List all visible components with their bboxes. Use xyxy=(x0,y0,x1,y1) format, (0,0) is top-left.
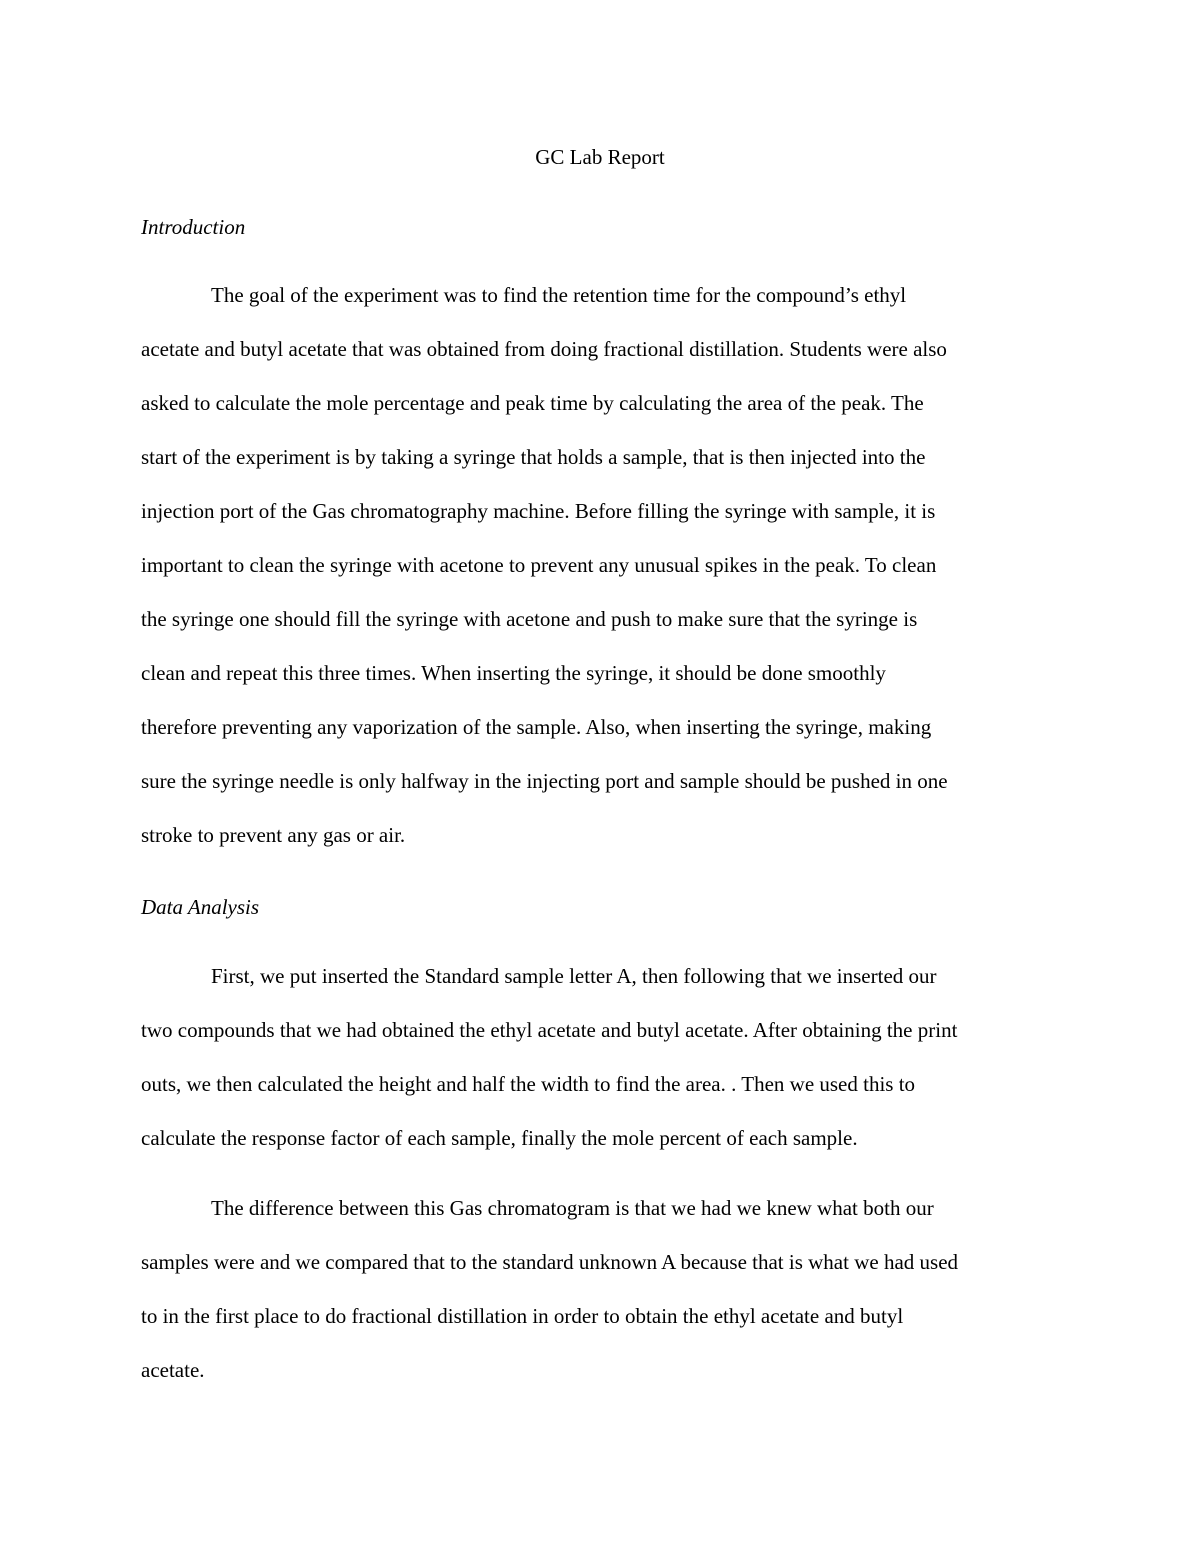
paragraph-line: acetate. xyxy=(141,1358,205,1382)
paragraph-line: The goal of the experiment was to find the retention time for the compound’s ethyl xyxy=(211,283,907,307)
paragraph-line: asked to calculate the mole percentage and peak time by calculating the area of the peak. The xyxy=(141,391,924,415)
section-heading-introduction: Introduction xyxy=(141,215,246,239)
paragraph-line: start of the experiment is by taking a syringe that holds a sample, that is then injected into the xyxy=(141,445,926,469)
paragraph-line: The difference between this Gas chromatogram is that we had we knew what both our xyxy=(211,1196,934,1220)
paragraph-line: samples were and we compared that to the standard unknown A because that is what we had used xyxy=(141,1250,959,1274)
data-analysis-paragraph-2 xyxy=(141,1181,1061,1397)
paragraph-line: to in the first place to do fractional distillation in order to obtain the ethyl acetate and butyl xyxy=(141,1304,904,1328)
paragraph-line: clean and repeat this three times. When inserting the syringe, it should be done smoothly xyxy=(141,661,886,685)
paragraph-line: important to clean the syringe with acetone to prevent any unusual spikes in the peak. To clean xyxy=(141,553,937,577)
document-title: GC Lab Report xyxy=(535,145,665,169)
paragraph-line: acetate and butyl acetate that was obtained from doing fractional distillation. Students were also xyxy=(141,337,947,361)
paragraph-line: First, we put inserted the Standard sample letter A, then following that we inserted our xyxy=(211,964,937,988)
paragraph-line: two compounds that we had obtained the ethyl acetate and butyl acetate. After obtaining the print xyxy=(141,1018,958,1042)
paragraph-line: the syringe one should fill the syringe with acetone and push to make sure that the syringe is xyxy=(141,607,918,631)
data-analysis-paragraph-1 xyxy=(141,949,1061,1165)
paragraph-line: stroke to prevent any gas or air. xyxy=(141,823,406,847)
paragraph-line: sure the syringe needle is only halfway in the injecting port and sample should be pushed in one xyxy=(141,769,948,793)
introduction-paragraph xyxy=(141,268,1061,862)
paragraph-line: outs, we then calculated the height and half the width to find the area. . Then we used this to xyxy=(141,1072,916,1096)
paragraph-line: injection port of the Gas chromatography machine. Before filling the syringe with sample, it is xyxy=(141,499,936,523)
paragraph-line: calculate the response factor of each sample, finally the mole percent of each sample. xyxy=(141,1126,858,1150)
section-heading-data-analysis: Data Analysis xyxy=(141,895,260,919)
paragraph-line: therefore preventing any vaporization of the sample. Also, when inserting the syringe, making xyxy=(141,715,932,739)
